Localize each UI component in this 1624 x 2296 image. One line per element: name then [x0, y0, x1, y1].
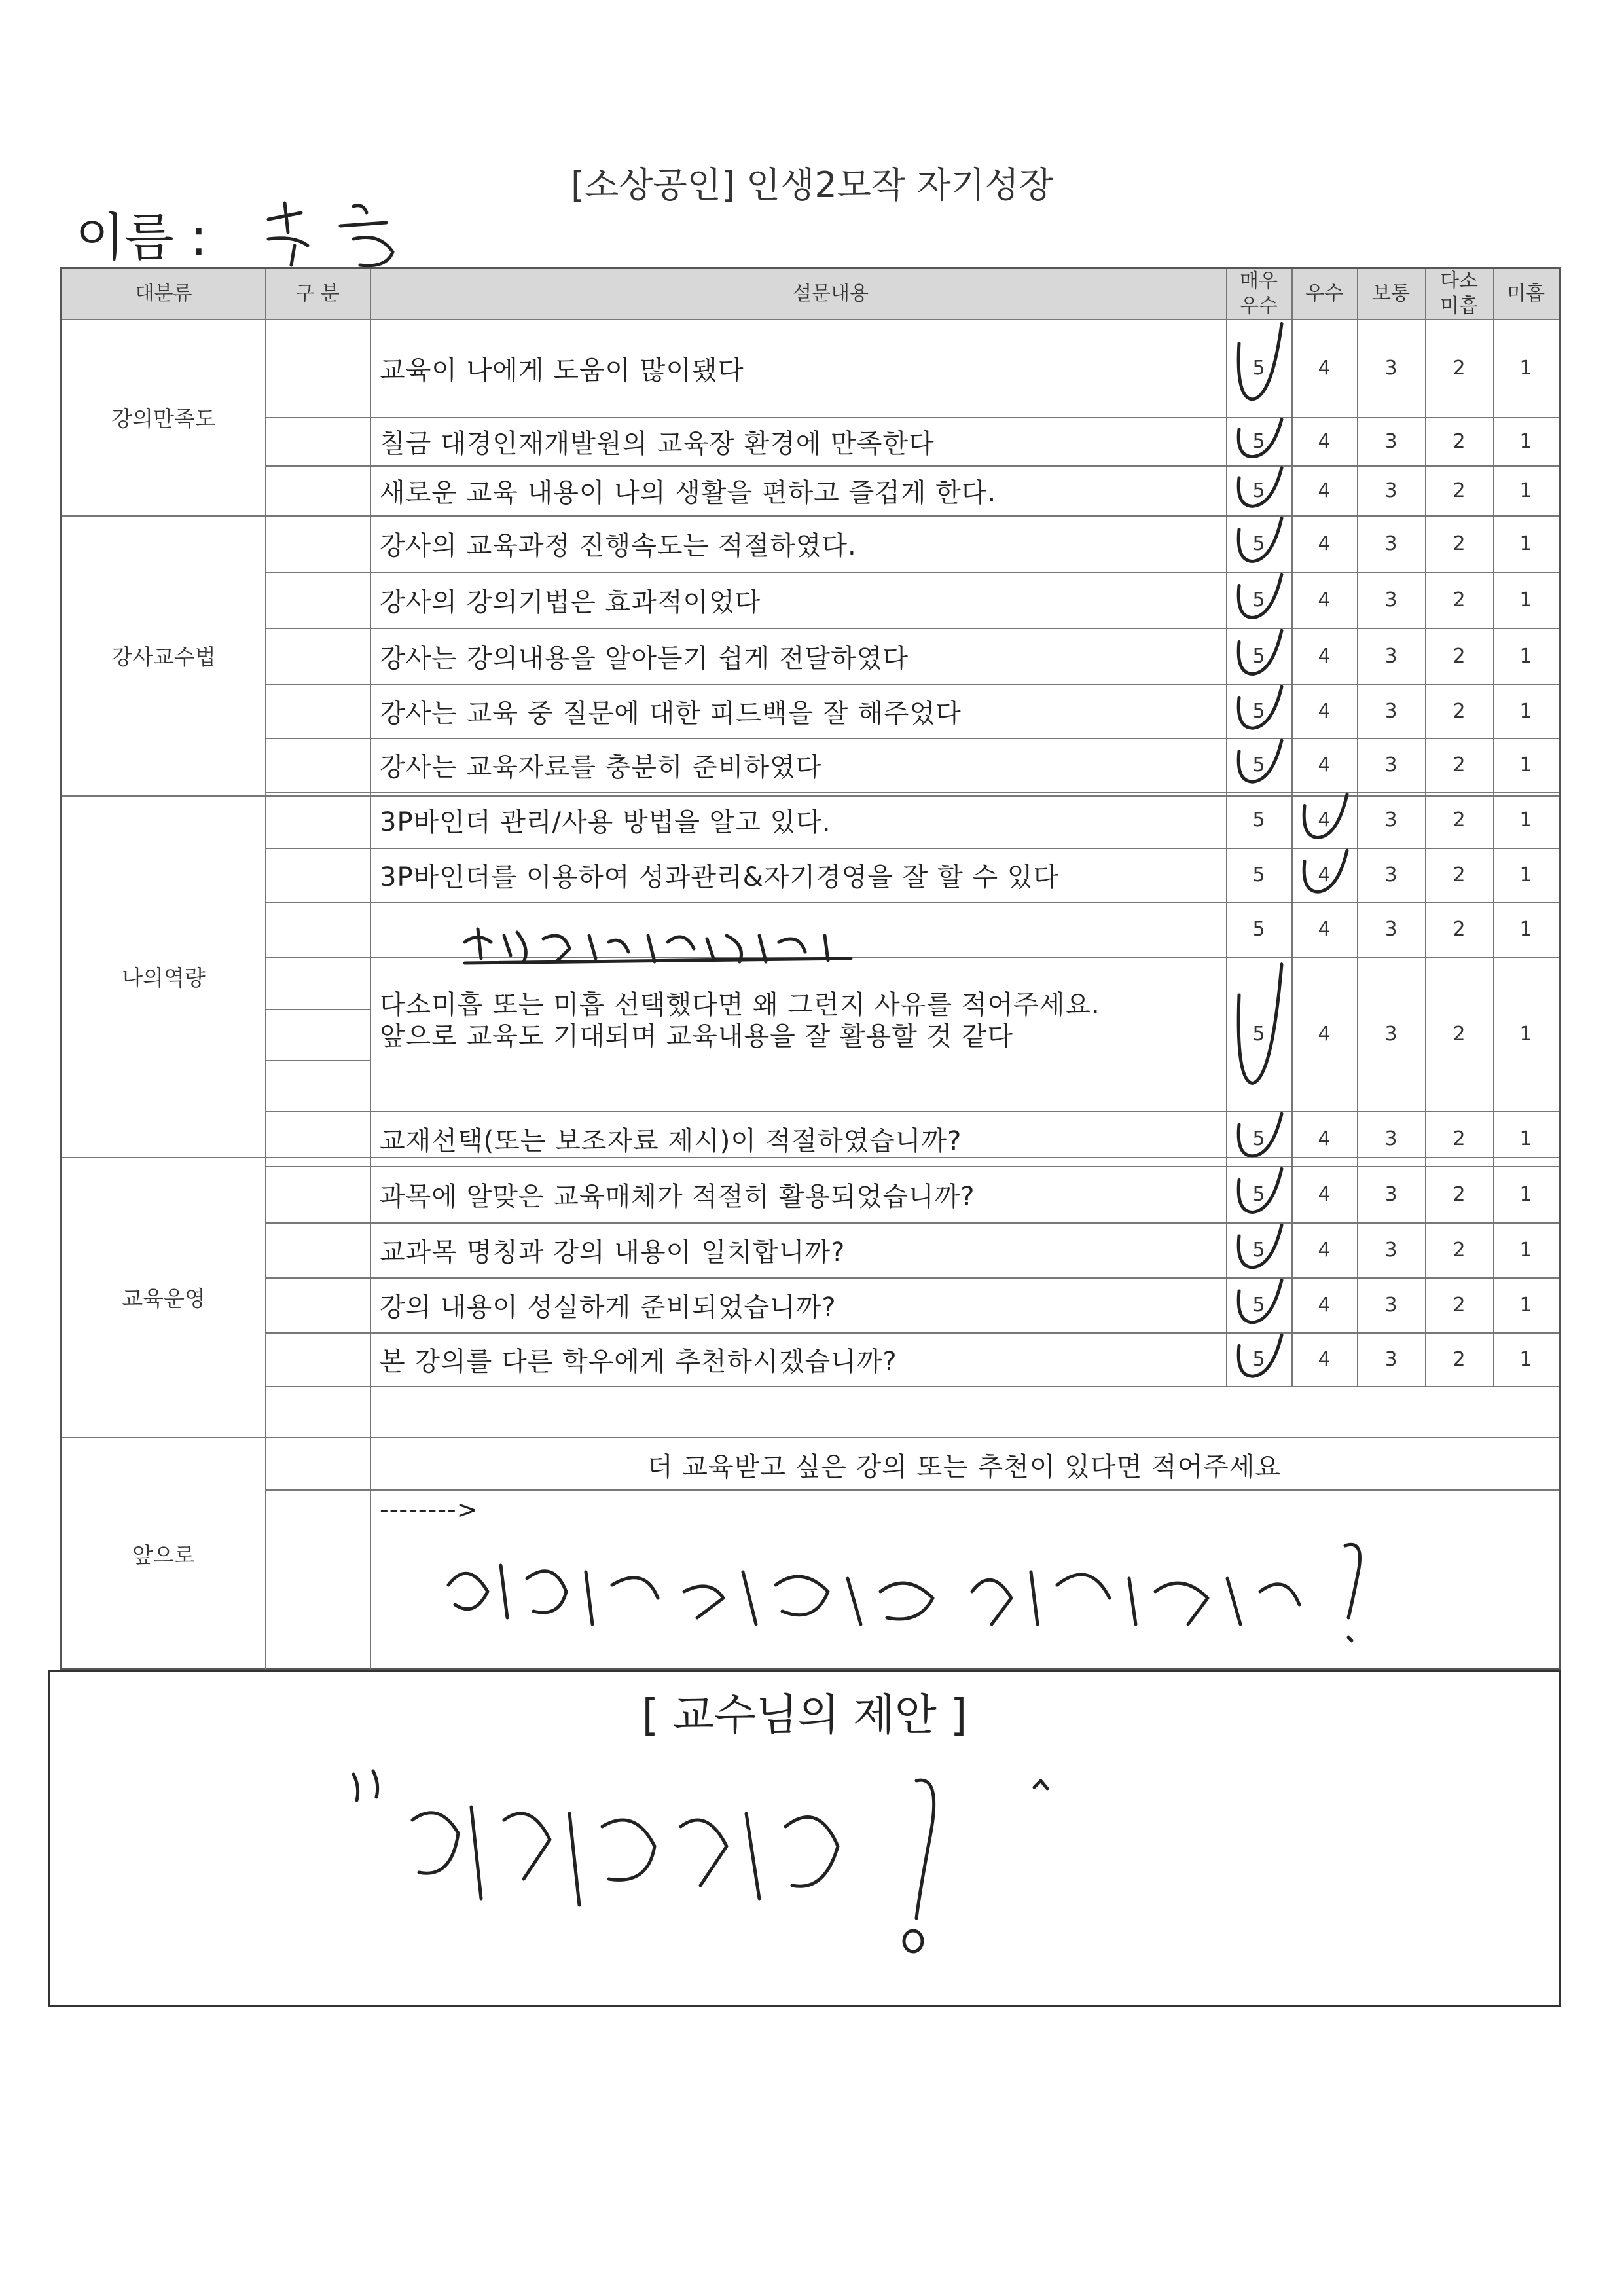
rating-option-r3[interactable]: 3 [1384, 1238, 1398, 1262]
rating-option-r5[interactable]: 5 [1252, 479, 1265, 502]
rating-option-r4[interactable]: 4 [1318, 699, 1331, 723]
grid-line [265, 1060, 370, 1061]
rating-option-r2[interactable]: 2 [1453, 1127, 1466, 1150]
rating-option-r5[interactable]: 5 [1252, 863, 1265, 886]
header-good: 우수 [1305, 282, 1343, 305]
rating-option-r1[interactable]: 1 [1519, 1238, 1532, 1262]
rating-option-r5[interactable]: 5 [1252, 1347, 1265, 1371]
rating-option-r2[interactable]: 2 [1453, 479, 1466, 502]
handwritten-note-row11 [458, 922, 864, 968]
rating-option-r4[interactable]: 4 [1318, 1347, 1331, 1371]
rating-option-r2[interactable]: 2 [1453, 429, 1466, 453]
rating-option-r2[interactable]: 2 [1453, 1347, 1466, 1371]
check-mark-icon [1233, 465, 1291, 515]
rating-option-r4[interactable]: 4 [1318, 1293, 1331, 1317]
rating-option-r5[interactable]: 5 [1252, 1022, 1265, 1046]
handwritten-professor-note [340, 1761, 1093, 1958]
rating-option-r4[interactable]: 4 [1318, 588, 1331, 611]
rating-option-r5[interactable]: 5 [1252, 1238, 1265, 1262]
survey-table [60, 267, 1561, 1670]
grid-line [265, 269, 266, 1670]
rating-option-r2[interactable]: 2 [1453, 1293, 1466, 1317]
rating-option-r3[interactable]: 3 [1384, 1347, 1398, 1371]
rating-option-r3[interactable]: 3 [1384, 1022, 1398, 1046]
rating-option-r2[interactable]: 2 [1453, 588, 1466, 611]
question-text: 칠금 대경인재개발원의 교육장 환경에 만족한다 [380, 428, 935, 459]
category-my-competence: 나의역량 [122, 964, 206, 991]
rating-option-r5[interactable]: 5 [1252, 1127, 1265, 1150]
rating-option-r3[interactable]: 3 [1384, 356, 1398, 380]
question-text: 교과목 명칭과 강의 내용이 일치합니까? [380, 1237, 846, 1267]
header-normal: 보통 [1372, 282, 1410, 305]
check-mark-icon [1233, 572, 1291, 628]
rating-option-r2[interactable]: 2 [1453, 808, 1466, 831]
question-text: 강사의 강의기법은 효과적이었다 [380, 587, 761, 617]
rating-option-r2[interactable]: 2 [1453, 753, 1466, 776]
question-text: 본 강의를 다른 학우에게 추천하시겠습니까? [380, 1346, 897, 1377]
rating-option-r5[interactable]: 5 [1252, 699, 1265, 723]
rating-option-r1[interactable]: 1 [1519, 699, 1532, 723]
rating-option-r2[interactable]: 2 [1453, 532, 1466, 555]
rating-option-r4[interactable]: 4 [1318, 1022, 1331, 1046]
question-text: 앞으로 교육도 기대되며 교육내용을 잘 활용할 것 같다 [380, 1021, 1014, 1051]
name-label: 이름 : [75, 208, 208, 267]
check-mark-icon [1298, 792, 1357, 848]
rating-option-r1[interactable]: 1 [1519, 1182, 1532, 1206]
rating-option-r5[interactable]: 5 [1252, 753, 1265, 776]
rating-option-r5[interactable]: 5 [1252, 1293, 1265, 1317]
rating-option-r4[interactable]: 4 [1318, 429, 1331, 453]
rating-option-r3[interactable]: 3 [1384, 588, 1398, 611]
rating-option-r1[interactable]: 1 [1519, 644, 1532, 668]
question-text: 강의 내용이 성실하게 준비되었습니까? [380, 1292, 837, 1322]
rating-option-r1[interactable]: 1 [1519, 356, 1532, 380]
rating-option-r1[interactable]: 1 [1519, 1127, 1532, 1150]
rating-option-r4[interactable]: 4 [1318, 917, 1331, 941]
rating-option-r3[interactable]: 3 [1384, 479, 1398, 502]
rating-option-r2[interactable]: 2 [1453, 699, 1466, 723]
question-text: 교재선택(또는 보조자료 제시)이 적절하였습니까? [380, 1125, 962, 1156]
rating-option-r4[interactable]: 4 [1318, 1127, 1331, 1150]
category-education-operation: 교육운영 [122, 1285, 206, 1311]
rating-option-r1[interactable]: 1 [1519, 429, 1532, 453]
check-mark-icon [1233, 684, 1291, 738]
question-text: 강사는 강의내용을 알아듣기 쉽게 전달하였다 [380, 643, 909, 674]
rating-option-r1[interactable]: 1 [1519, 917, 1532, 941]
header-content: 설문내용 [793, 282, 869, 305]
rating-option-r3[interactable]: 3 [1384, 644, 1398, 668]
question-text: 3P바인더를 이용하여 성과관리&자기경영을 잘 할 수 있다 [380, 862, 1060, 892]
rating-option-r4[interactable]: 4 [1318, 753, 1331, 776]
future-arrow: --------> [380, 1495, 478, 1524]
rating-option-r2[interactable]: 2 [1453, 863, 1466, 886]
check-mark-icon [1233, 628, 1291, 684]
rating-option-r2[interactable]: 2 [1453, 644, 1466, 668]
rating-option-r2[interactable]: 2 [1453, 356, 1466, 380]
rating-option-r4[interactable]: 4 [1318, 808, 1331, 831]
header-somewhat-poor: 다소 미흡 [1440, 270, 1478, 318]
category-future: 앞으로 [132, 1542, 195, 1568]
header-poor: 미흡 [1507, 282, 1545, 305]
rating-option-r5[interactable]: 5 [1252, 1182, 1265, 1206]
check-mark-icon [1233, 738, 1291, 792]
handwritten-future-note [435, 1533, 1417, 1644]
rating-option-r1[interactable]: 1 [1519, 808, 1532, 831]
reason-prompt: 다소미흡 또는 미흡 선택했다면 왜 그런지 사유를 적어주세요. [380, 989, 1100, 1020]
rating-option-r3[interactable]: 3 [1384, 863, 1398, 886]
category-teaching-method: 강사교수법 [111, 644, 216, 670]
rating-option-r1[interactable]: 1 [1519, 1293, 1532, 1317]
rating-option-r3[interactable]: 3 [1384, 699, 1398, 723]
rating-option-r4[interactable]: 4 [1318, 356, 1331, 380]
question-text: 교육이 나에게 도움이 많이됐다 [380, 355, 744, 386]
rating-option-r5[interactable]: 5 [1252, 644, 1265, 668]
rating-option-r5[interactable]: 5 [1252, 808, 1265, 831]
rating-option-r4[interactable]: 4 [1318, 532, 1331, 555]
rating-option-r3[interactable]: 3 [1384, 808, 1398, 831]
check-mark-icon [1233, 1166, 1291, 1222]
question-text: 강사는 교육자료를 충분히 준비하였다 [380, 752, 822, 782]
rating-option-r4[interactable]: 4 [1318, 1238, 1331, 1262]
rating-option-r4[interactable]: 4 [1318, 644, 1331, 668]
grid-line [265, 1386, 1559, 1387]
professor-suggestion-title: [ 교수님의 제안 ] [641, 1690, 967, 1740]
check-mark-icon [1298, 848, 1357, 902]
rating-option-r2[interactable]: 2 [1453, 1022, 1466, 1046]
rating-option-r3[interactable]: 3 [1384, 1127, 1398, 1150]
question-text: 강사의 교육과정 진행속도는 적절하였다. [380, 530, 857, 561]
check-mark-icon [1233, 1111, 1291, 1166]
document-title: [소상공인] 인생2모작 자기성장 [571, 164, 1053, 206]
rating-option-r5[interactable]: 5 [1252, 356, 1265, 380]
grid-line [265, 1009, 370, 1010]
rating-option-r4[interactable]: 4 [1318, 863, 1331, 886]
rating-option-r1[interactable]: 1 [1519, 1347, 1532, 1371]
check-mark-icon [1233, 1222, 1291, 1277]
rating-option-r3[interactable]: 3 [1384, 917, 1398, 941]
rating-option-r3[interactable]: 3 [1384, 429, 1398, 453]
rating-option-r4[interactable]: 4 [1318, 479, 1331, 502]
check-mark-icon [1233, 1277, 1291, 1332]
rating-option-r2[interactable]: 2 [1453, 1238, 1466, 1262]
header-very-good: 매우 우수 [1240, 270, 1278, 318]
check-mark-icon [1233, 957, 1291, 1111]
rating-option-r3[interactable]: 3 [1384, 1182, 1398, 1206]
question-text: 3P바인더 관리/사용 방법을 알고 있다. [380, 807, 831, 837]
category-lecture-satisfaction: 강의만족도 [111, 405, 216, 431]
grid-line [265, 1489, 1559, 1491]
rating-option-r2[interactable]: 2 [1453, 917, 1466, 941]
future-prompt: 더 교육받고 싶은 강의 또는 추천이 있다면 적어주세요 [647, 1451, 1282, 1482]
question-text: 새로운 교육 내용이 나의 생활을 편하고 즐겁게 한다. [380, 477, 997, 508]
rating-option-r5[interactable]: 5 [1252, 917, 1265, 941]
header-category: 대분류 [135, 282, 192, 305]
rating-option-r5[interactable]: 5 [1252, 588, 1265, 611]
rating-option-r3[interactable]: 3 [1384, 532, 1398, 555]
rating-option-r1[interactable]: 1 [1519, 863, 1532, 886]
rating-option-r2[interactable]: 2 [1453, 1182, 1466, 1206]
check-mark-icon [1233, 417, 1291, 465]
rating-option-r1[interactable]: 1 [1519, 753, 1532, 776]
rating-option-r3[interactable]: 3 [1384, 1293, 1398, 1317]
rating-option-r4[interactable]: 4 [1318, 1182, 1331, 1206]
check-mark-icon [1233, 515, 1291, 572]
name-signature [255, 193, 452, 278]
grid-line [62, 1437, 1559, 1438]
question-text: 과목에 알맞은 교육매체가 적절히 활용되었습니까? [380, 1181, 975, 1212]
rating-option-r1[interactable]: 1 [1519, 1022, 1532, 1046]
check-mark-icon [1233, 319, 1291, 417]
rating-option-r3[interactable]: 3 [1384, 753, 1398, 776]
check-mark-icon [1233, 1332, 1291, 1386]
rating-option-r5[interactable]: 5 [1252, 532, 1265, 555]
header-section: 구 분 [295, 282, 340, 305]
rating-option-r1[interactable]: 1 [1519, 532, 1532, 555]
question-text: 강사는 교육 중 질문에 대한 피드백을 잘 해주었다 [380, 698, 962, 729]
rating-option-r1[interactable]: 1 [1519, 479, 1532, 502]
rating-option-r1[interactable]: 1 [1519, 588, 1532, 611]
rating-option-r5[interactable]: 5 [1252, 429, 1265, 453]
